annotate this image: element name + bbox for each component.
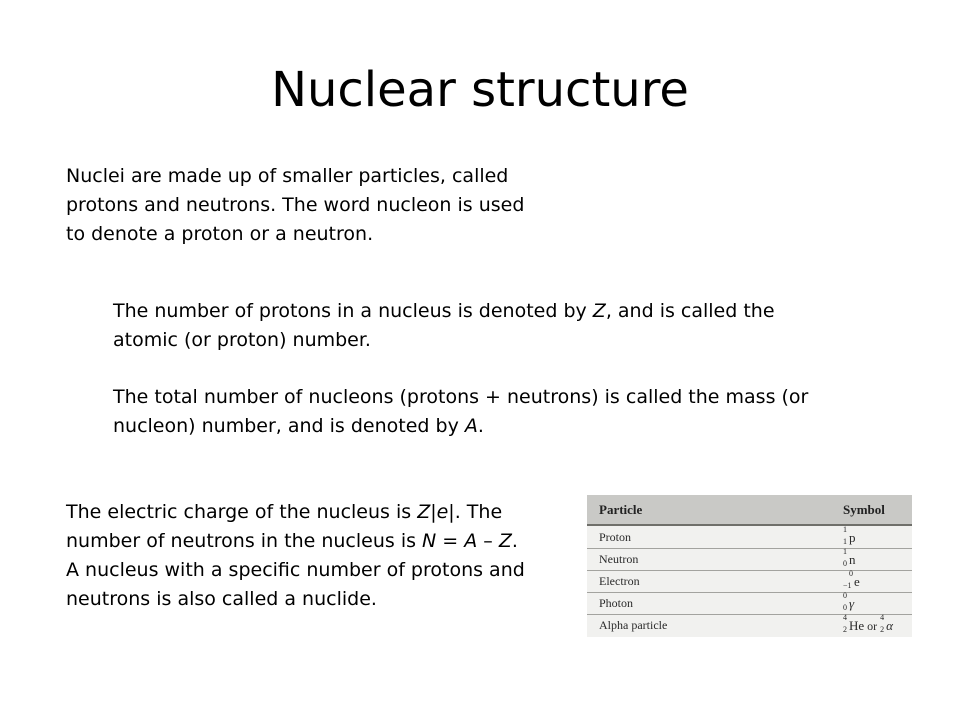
text-line [113, 412, 833, 441]
particle-symbol: 0 0 γ [843, 591, 855, 612]
text-run: number of neutrons in the nucleus is [66, 530, 423, 552]
charge-paragraph [66, 498, 546, 614]
particle-symbol: 0 −1 e [843, 569, 860, 590]
text-line: atomic (or proton) number. [113, 329, 371, 351]
table-header [587, 495, 912, 526]
particle-table [587, 495, 912, 637]
particle-name: Proton [599, 530, 632, 544]
particle-name: Alpha particle [599, 618, 668, 632]
particle-name: Neutron [599, 552, 639, 566]
table-row [587, 570, 912, 593]
mass-number-paragraph [113, 383, 833, 441]
table-row [587, 526, 912, 549]
text-run: nucleon) number, and is denoted by [113, 415, 465, 437]
header-particle: Particle [599, 502, 643, 517]
symbol-z: Z [417, 501, 431, 523]
table-row [587, 614, 912, 636]
intro-paragraph [66, 162, 546, 249]
symbol-z: Z [498, 530, 512, 552]
text-line: to denote a proton or a neutron. [66, 223, 374, 245]
text-line: A nucleus with a specific number of protons and [66, 559, 525, 581]
text-line: neutrons is also called a nuclide. [66, 588, 377, 610]
text-line [113, 297, 833, 326]
text-run: , and is called the [605, 300, 775, 322]
symbol-a: A [464, 530, 478, 552]
atomic-number-paragraph [113, 297, 833, 355]
symbol-n: N [422, 530, 437, 552]
text-run: – [477, 530, 499, 552]
text-run: . [477, 415, 484, 437]
symbol-e: |e| [430, 501, 455, 523]
text-run: The number of protons in a nucleus is denoted by [113, 300, 593, 322]
header-symbol: Symbol [843, 502, 885, 517]
text-line: protons and neutrons. The word nucleon is used [66, 194, 525, 216]
particle-name: Photon [599, 596, 634, 610]
text-line [66, 498, 546, 527]
particle-name: Electron [599, 574, 640, 588]
symbol-z: Z [592, 300, 606, 322]
text-run: The electric charge of the nucleus is [66, 501, 418, 523]
table-row [587, 592, 912, 615]
text-line: The total number of nucleons (protons + neutrons) is called the mass (or [113, 386, 809, 408]
symbol-a: A [464, 415, 478, 437]
text-run: = [436, 530, 465, 552]
text-run: . The [454, 501, 503, 523]
text-line [66, 527, 546, 556]
text-line: Nuclei are made up of smaller particles, called [66, 165, 509, 187]
particle-symbol: 1 1 p [843, 525, 856, 546]
slide-title: Nuclear structure [271, 62, 689, 118]
text-run: . [511, 530, 518, 552]
table-row [587, 548, 912, 571]
particle-symbol: 1 0 n [843, 547, 856, 568]
particle-symbol: 4 2 He or 4 2 α [843, 613, 893, 634]
